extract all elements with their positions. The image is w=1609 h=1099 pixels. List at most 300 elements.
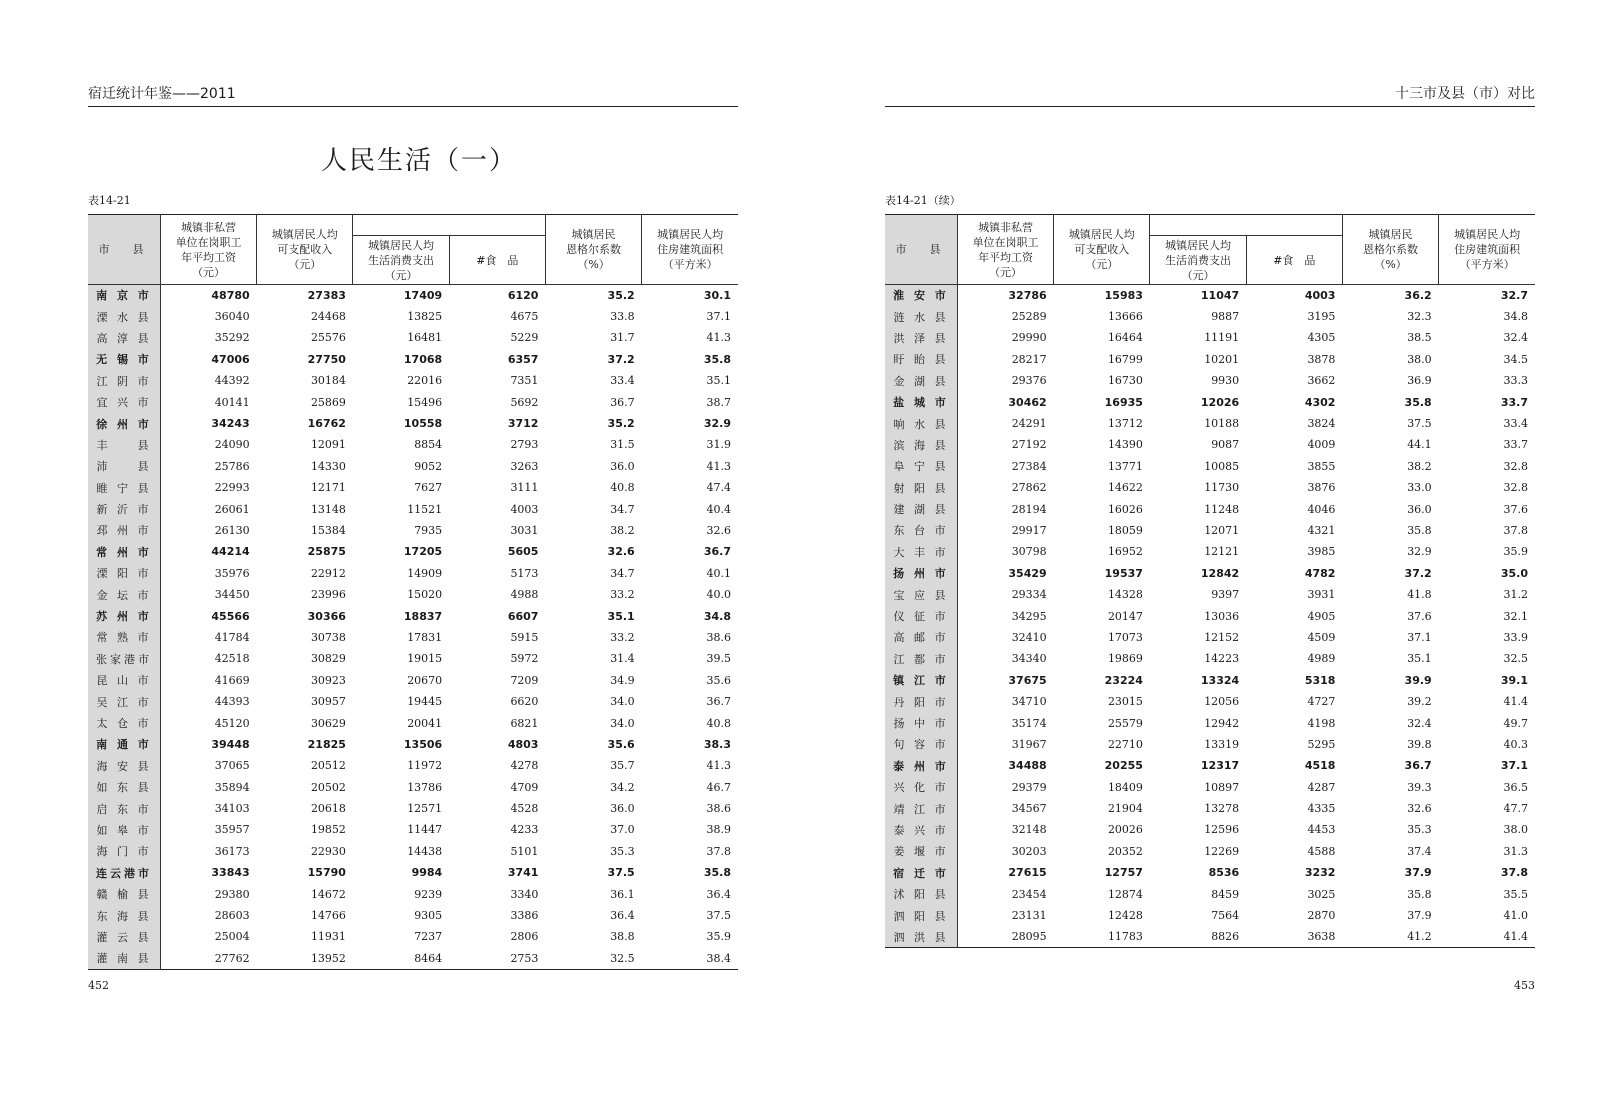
cell-income: 30629 bbox=[310, 716, 346, 730]
cell-consumption: 10897 bbox=[1204, 780, 1240, 794]
table-row bbox=[885, 926, 1535, 947]
column-header-consumption-group bbox=[1150, 215, 1343, 236]
cell-food: 5173 bbox=[510, 566, 539, 580]
region-name: 海 门 市 bbox=[88, 841, 160, 862]
cell-income: 14330 bbox=[310, 459, 346, 473]
page-number-left: 452 bbox=[88, 979, 109, 992]
cell-income: 30957 bbox=[310, 695, 346, 709]
column-header-housing: 城镇居民人均 住房建筑面积 （平方米） bbox=[642, 215, 738, 285]
cell-wage: 30203 bbox=[1011, 844, 1047, 858]
cell-income: 19537 bbox=[1104, 566, 1143, 580]
cell-food: 6620 bbox=[510, 695, 539, 709]
cell-engel: 41.8 bbox=[1407, 588, 1432, 602]
cell-wage: 37065 bbox=[214, 759, 250, 773]
cell-housing: 37.8 bbox=[706, 844, 731, 858]
cell-housing: 35.5 bbox=[1503, 887, 1528, 901]
table-row bbox=[885, 776, 1535, 797]
cell-housing: 36.7 bbox=[706, 695, 731, 709]
cell-consumption: 9305 bbox=[414, 909, 443, 923]
cell-housing: 37.1 bbox=[1500, 759, 1528, 773]
cell-engel: 32.6 bbox=[1407, 802, 1432, 816]
cell-engel: 36.0 bbox=[610, 459, 635, 473]
region-name: 金 坛 市 bbox=[88, 584, 160, 605]
cell-wage: 27384 bbox=[1011, 459, 1047, 473]
cell-food: 3712 bbox=[507, 417, 539, 431]
cell-consumption: 7935 bbox=[414, 523, 443, 537]
cell-wage: 35976 bbox=[214, 566, 250, 580]
cell-housing: 31.2 bbox=[1503, 588, 1528, 602]
cell-wage: 30462 bbox=[1008, 395, 1047, 409]
table-row bbox=[885, 883, 1535, 904]
cell-wage: 28194 bbox=[1011, 502, 1047, 516]
cell-food: 5229 bbox=[510, 331, 539, 345]
cell-consumption: 12942 bbox=[1204, 716, 1240, 730]
cell-food: 6120 bbox=[507, 288, 539, 302]
cell-income: 18409 bbox=[1107, 780, 1143, 794]
table-row bbox=[88, 798, 738, 819]
cell-wage: 42518 bbox=[214, 652, 250, 666]
table-row bbox=[88, 691, 738, 712]
cell-income: 14390 bbox=[1107, 438, 1143, 452]
cell-housing: 34.8 bbox=[703, 609, 731, 623]
cell-engel: 35.3 bbox=[1407, 823, 1432, 837]
cell-income: 17073 bbox=[1107, 630, 1143, 644]
table-row bbox=[885, 755, 1535, 776]
cell-wage: 32148 bbox=[1011, 823, 1047, 837]
cell-income: 25869 bbox=[310, 395, 346, 409]
cell-consumption: 8459 bbox=[1211, 887, 1240, 901]
cell-food: 3025 bbox=[1307, 887, 1336, 901]
cell-wage: 31967 bbox=[1011, 737, 1047, 751]
cell-consumption: 10188 bbox=[1204, 417, 1240, 431]
cell-wage: 44393 bbox=[214, 695, 250, 709]
cell-consumption: 10085 bbox=[1204, 459, 1240, 473]
region-name: 靖 江 市 bbox=[885, 798, 957, 819]
cell-engel: 32.6 bbox=[607, 545, 635, 559]
column-header-engel: 城镇居民 恩格尔系数 （%） bbox=[545, 215, 641, 285]
cell-food: 4709 bbox=[510, 780, 539, 794]
table-row bbox=[88, 841, 738, 862]
region-name: 淮 安 市 bbox=[885, 285, 957, 306]
region-name: 高 淳 县 bbox=[88, 327, 160, 348]
cell-consumption: 9052 bbox=[414, 459, 443, 473]
table-row bbox=[885, 477, 1535, 498]
cell-engel: 38.0 bbox=[1407, 352, 1432, 366]
table-row bbox=[885, 841, 1535, 862]
cell-food: 4988 bbox=[510, 588, 539, 602]
cell-consumption: 11248 bbox=[1204, 502, 1240, 516]
table-row bbox=[885, 691, 1535, 712]
page-title: 人民生活（一） bbox=[320, 146, 517, 176]
cell-wage: 28095 bbox=[1011, 930, 1047, 944]
cell-engel: 39.2 bbox=[1407, 695, 1432, 709]
table-row bbox=[88, 712, 738, 733]
cell-engel: 34.7 bbox=[610, 502, 635, 516]
cell-housing: 46.7 bbox=[706, 780, 731, 794]
cell-income: 16762 bbox=[307, 417, 346, 431]
cell-wage: 24291 bbox=[1011, 417, 1047, 431]
region-name: 东 台 市 bbox=[885, 520, 957, 541]
cell-housing: 35.0 bbox=[1500, 566, 1528, 580]
cell-engel: 32.5 bbox=[610, 951, 635, 965]
cell-engel: 31.5 bbox=[610, 438, 635, 452]
cell-housing: 38.0 bbox=[1503, 823, 1528, 837]
table-row bbox=[885, 391, 1535, 412]
cell-food: 3031 bbox=[510, 523, 539, 537]
region-name: 涟 水 县 bbox=[885, 306, 957, 327]
table-row bbox=[885, 285, 1535, 306]
table-row bbox=[885, 306, 1535, 327]
cell-food: 3111 bbox=[510, 481, 539, 495]
cell-engel: 31.4 bbox=[610, 652, 635, 666]
table-row bbox=[88, 285, 738, 306]
cell-wage: 34488 bbox=[1008, 759, 1047, 773]
table-row bbox=[88, 584, 738, 605]
cell-engel: 35.2 bbox=[607, 417, 635, 431]
cell-engel: 34.7 bbox=[610, 566, 635, 580]
cell-income: 22912 bbox=[310, 566, 346, 580]
cell-engel: 38.2 bbox=[610, 523, 635, 537]
cell-consumption: 13319 bbox=[1204, 737, 1240, 751]
table-row bbox=[88, 391, 738, 412]
cell-consumption: 14909 bbox=[407, 566, 443, 580]
cell-consumption: 12152 bbox=[1204, 630, 1240, 644]
cell-engel: 36.0 bbox=[1407, 502, 1432, 516]
cell-income: 18059 bbox=[1107, 523, 1143, 537]
cell-income: 16464 bbox=[1107, 331, 1143, 345]
cell-income: 25579 bbox=[1107, 716, 1143, 730]
region-name: 赣 榆 县 bbox=[88, 883, 160, 904]
cell-wage: 35429 bbox=[1008, 566, 1047, 580]
table-row bbox=[88, 862, 738, 883]
cell-wage: 29380 bbox=[214, 887, 250, 901]
region-name: 南 通 市 bbox=[88, 734, 160, 755]
cell-engel: 36.7 bbox=[1404, 759, 1432, 773]
cell-food: 3741 bbox=[507, 866, 539, 880]
cell-consumption: 9239 bbox=[414, 887, 443, 901]
table-row bbox=[88, 456, 738, 477]
table-row bbox=[88, 776, 738, 797]
table-row bbox=[885, 434, 1535, 455]
table-row bbox=[88, 434, 738, 455]
column-header-income: 城镇居民人均 可支配收入 （元） bbox=[1054, 215, 1150, 285]
region-name: 灌 南 县 bbox=[88, 948, 160, 969]
left-page bbox=[88, 0, 738, 1099]
cell-food: 4528 bbox=[510, 802, 539, 816]
cell-wage: 27762 bbox=[214, 951, 250, 965]
cell-consumption: 20670 bbox=[407, 673, 443, 687]
cell-income: 16935 bbox=[1104, 395, 1143, 409]
cell-engel: 44.1 bbox=[1407, 438, 1432, 452]
cell-consumption: 12071 bbox=[1204, 523, 1240, 537]
cell-consumption: 15496 bbox=[407, 395, 443, 409]
cell-consumption: 15020 bbox=[407, 588, 443, 602]
cell-engel: 34.9 bbox=[610, 673, 635, 687]
cell-food: 3824 bbox=[1307, 417, 1336, 431]
cell-housing: 35.8 bbox=[703, 866, 731, 880]
cell-food: 2753 bbox=[510, 951, 539, 965]
cell-housing: 37.1 bbox=[706, 310, 731, 324]
region-name: 张家港市 bbox=[88, 648, 160, 669]
region-name: 大 丰 市 bbox=[885, 541, 957, 562]
cell-consumption: 10558 bbox=[403, 417, 443, 431]
cell-wage: 34243 bbox=[211, 417, 250, 431]
cell-income: 14622 bbox=[1107, 481, 1143, 495]
region-name: 如 皋 市 bbox=[88, 819, 160, 840]
cell-income: 21904 bbox=[1107, 802, 1143, 816]
region-name: 兴 化 市 bbox=[885, 776, 957, 797]
cell-consumption: 11191 bbox=[1204, 331, 1240, 345]
cell-consumption: 13324 bbox=[1200, 673, 1240, 687]
region-name: 句 容 市 bbox=[885, 734, 957, 755]
cell-consumption: 13506 bbox=[403, 737, 443, 751]
cell-income: 20512 bbox=[310, 759, 346, 773]
cell-food: 3878 bbox=[1307, 352, 1336, 366]
cell-wage: 25004 bbox=[214, 930, 250, 944]
cell-income: 30923 bbox=[310, 673, 346, 687]
cell-consumption: 9087 bbox=[1211, 438, 1240, 452]
cell-wage: 44392 bbox=[214, 374, 250, 388]
cell-wage: 35292 bbox=[214, 331, 250, 345]
table-row bbox=[885, 605, 1535, 626]
table-row bbox=[88, 670, 738, 691]
cell-engel: 32.4 bbox=[1407, 716, 1432, 730]
table-row bbox=[885, 819, 1535, 840]
cell-consumption: 17068 bbox=[403, 352, 443, 366]
cell-housing: 39.1 bbox=[1500, 673, 1528, 687]
cell-engel: 33.4 bbox=[610, 374, 635, 388]
table-row bbox=[88, 541, 738, 562]
region-name: 启 东 市 bbox=[88, 798, 160, 819]
data-table-right bbox=[885, 214, 1535, 948]
cell-consumption: 11047 bbox=[1200, 288, 1240, 302]
cell-food: 4233 bbox=[510, 823, 539, 837]
cell-income: 12091 bbox=[310, 438, 346, 452]
cell-food: 7209 bbox=[510, 673, 539, 687]
cell-housing: 33.3 bbox=[1503, 374, 1528, 388]
table-row bbox=[88, 755, 738, 776]
cell-engel: 37.1 bbox=[1407, 630, 1432, 644]
cell-wage: 40141 bbox=[214, 395, 250, 409]
cell-food: 4588 bbox=[1307, 844, 1336, 858]
table-row bbox=[88, 734, 738, 755]
cell-wage: 32410 bbox=[1011, 630, 1047, 644]
cell-engel: 37.5 bbox=[1407, 417, 1432, 431]
region-name: 徐 州 市 bbox=[88, 413, 160, 434]
cell-engel: 33.2 bbox=[610, 588, 635, 602]
cell-wage: 39448 bbox=[211, 737, 250, 751]
cell-income: 30366 bbox=[307, 609, 346, 623]
cell-income: 20502 bbox=[310, 780, 346, 794]
cell-food: 5915 bbox=[510, 630, 539, 644]
region-name: 镇 江 市 bbox=[885, 670, 957, 691]
cell-food: 5295 bbox=[1307, 737, 1336, 751]
table-row bbox=[88, 819, 738, 840]
cell-income: 21825 bbox=[307, 737, 346, 751]
cell-housing: 32.5 bbox=[1503, 652, 1528, 666]
cell-consumption: 11447 bbox=[407, 823, 443, 837]
cell-wage: 34103 bbox=[214, 802, 250, 816]
cell-wage: 32786 bbox=[1008, 288, 1047, 302]
region-name: 连云港市 bbox=[88, 862, 160, 883]
column-header-food: #食 品 bbox=[1246, 236, 1342, 285]
region-name: 江 都 市 bbox=[885, 648, 957, 669]
right-page bbox=[885, 0, 1535, 1099]
cell-income: 23015 bbox=[1107, 695, 1143, 709]
cell-food: 6357 bbox=[507, 352, 539, 366]
region-name: 姜 堰 市 bbox=[885, 841, 957, 862]
cell-food: 3876 bbox=[1307, 481, 1336, 495]
section-title: 十三市及县（市）对比 bbox=[1395, 86, 1535, 102]
cell-consumption: 17831 bbox=[407, 630, 443, 644]
cell-engel: 36.2 bbox=[1404, 288, 1432, 302]
cell-food: 6607 bbox=[507, 609, 539, 623]
cell-engel: 39.3 bbox=[1407, 780, 1432, 794]
cell-food: 4335 bbox=[1307, 802, 1336, 816]
region-name: 苏 州 市 bbox=[88, 605, 160, 626]
cell-housing: 47.4 bbox=[706, 481, 731, 495]
cell-income: 20147 bbox=[1107, 609, 1143, 623]
cell-housing: 37.5 bbox=[706, 909, 731, 923]
region-name: 盐 城 市 bbox=[885, 391, 957, 412]
cell-engel: 38.2 bbox=[1407, 459, 1432, 473]
cell-housing: 35.8 bbox=[703, 352, 731, 366]
cell-food: 4046 bbox=[1307, 502, 1336, 516]
table-row bbox=[885, 712, 1535, 733]
cell-engel: 35.6 bbox=[607, 737, 635, 751]
column-header-consumption: 城镇居民人均 生活消费支出 （元） bbox=[1150, 236, 1246, 285]
cell-housing: 40.8 bbox=[706, 716, 731, 730]
cell-housing: 38.7 bbox=[706, 395, 731, 409]
cell-engel: 37.0 bbox=[610, 823, 635, 837]
region-name: 睢 宁 县 bbox=[88, 477, 160, 498]
table-row bbox=[885, 327, 1535, 348]
column-header-food: #食 品 bbox=[449, 236, 545, 285]
cell-income: 15790 bbox=[307, 866, 346, 880]
cell-housing: 33.7 bbox=[1500, 395, 1528, 409]
cell-food: 4509 bbox=[1307, 630, 1336, 644]
column-header-region: 市 县 bbox=[88, 215, 160, 285]
cell-food: 5972 bbox=[510, 652, 539, 666]
cell-wage: 30798 bbox=[1011, 545, 1047, 559]
cell-consumption: 13036 bbox=[1204, 609, 1240, 623]
cell-food: 3662 bbox=[1307, 374, 1336, 388]
region-name: 响 水 县 bbox=[885, 413, 957, 434]
cell-consumption: 22016 bbox=[407, 374, 443, 388]
region-name: 海 安 县 bbox=[88, 755, 160, 776]
region-name: 常 州 市 bbox=[88, 541, 160, 562]
cell-wage: 26061 bbox=[214, 502, 250, 516]
cell-housing: 47.7 bbox=[1503, 802, 1528, 816]
table-label-continued: 表14-21（续） bbox=[885, 194, 961, 207]
cell-engel: 40.8 bbox=[610, 481, 635, 495]
cell-housing: 31.3 bbox=[1503, 844, 1528, 858]
cell-housing: 36.7 bbox=[703, 545, 731, 559]
cell-engel: 32.3 bbox=[1407, 310, 1432, 324]
table-row bbox=[88, 349, 738, 370]
cell-consumption: 20041 bbox=[407, 716, 443, 730]
cell-food: 4803 bbox=[507, 737, 539, 751]
table-row bbox=[88, 498, 738, 519]
table-row bbox=[885, 413, 1535, 434]
cell-wage: 24090 bbox=[214, 438, 250, 452]
cell-income: 13666 bbox=[1107, 310, 1143, 324]
cell-wage: 36173 bbox=[214, 844, 250, 858]
table-row bbox=[885, 798, 1535, 819]
cell-wage: 27615 bbox=[1008, 866, 1047, 880]
cell-income: 12171 bbox=[310, 481, 346, 495]
cell-food: 4675 bbox=[510, 310, 539, 324]
cell-income: 12757 bbox=[1104, 866, 1143, 880]
cell-housing: 33.4 bbox=[1503, 417, 1528, 431]
cell-income: 13952 bbox=[310, 951, 346, 965]
cell-wage: 34710 bbox=[1011, 695, 1047, 709]
region-name: 邳 州 市 bbox=[88, 520, 160, 541]
table-row bbox=[885, 370, 1535, 391]
cell-consumption: 13278 bbox=[1204, 802, 1240, 816]
cell-engel: 37.5 bbox=[607, 866, 635, 880]
cell-food: 4003 bbox=[510, 502, 539, 516]
table-row bbox=[88, 306, 738, 327]
cell-income: 13148 bbox=[310, 502, 346, 516]
cell-housing: 40.0 bbox=[706, 588, 731, 602]
cell-wage: 27862 bbox=[1011, 481, 1047, 495]
region-name: 昆 山 市 bbox=[88, 670, 160, 691]
cell-income: 24468 bbox=[310, 310, 346, 324]
cell-wage: 45120 bbox=[214, 716, 250, 730]
cell-food: 6821 bbox=[510, 716, 539, 730]
region-name: 宜 兴 市 bbox=[88, 391, 160, 412]
cell-food: 2806 bbox=[510, 930, 539, 944]
cell-consumption: 12571 bbox=[407, 802, 443, 816]
cell-income: 19869 bbox=[1107, 652, 1143, 666]
cell-engel: 35.1 bbox=[607, 609, 635, 623]
cell-engel: 35.8 bbox=[1407, 887, 1432, 901]
cell-engel: 35.1 bbox=[1407, 652, 1432, 666]
cell-engel: 35.8 bbox=[1407, 523, 1432, 537]
cell-wage: 37675 bbox=[1008, 673, 1047, 687]
cell-income: 30829 bbox=[310, 652, 346, 666]
region-name: 沭 阳 县 bbox=[885, 883, 957, 904]
cell-housing: 35.1 bbox=[706, 374, 731, 388]
cell-consumption: 18837 bbox=[403, 609, 443, 623]
cell-housing: 31.9 bbox=[706, 438, 731, 452]
cell-food: 4518 bbox=[1304, 759, 1336, 773]
cell-housing: 41.3 bbox=[706, 331, 731, 345]
region-name: 盱 眙 县 bbox=[885, 349, 957, 370]
cell-engel: 34.2 bbox=[610, 780, 635, 794]
cell-engel: 32.9 bbox=[1407, 545, 1432, 559]
cell-food: 7351 bbox=[510, 374, 539, 388]
cell-consumption: 11972 bbox=[407, 759, 443, 773]
cell-food: 3232 bbox=[1304, 866, 1336, 880]
region-name: 金 湖 县 bbox=[885, 370, 957, 391]
cell-wage: 23454 bbox=[1011, 887, 1047, 901]
cell-income: 22930 bbox=[310, 844, 346, 858]
cell-wage: 36040 bbox=[214, 310, 250, 324]
region-name: 扬 州 市 bbox=[885, 563, 957, 584]
cell-engel: 36.7 bbox=[610, 395, 635, 409]
cell-income: 14328 bbox=[1107, 588, 1143, 602]
cell-wage: 45566 bbox=[211, 609, 250, 623]
cell-consumption: 10201 bbox=[1204, 352, 1240, 366]
cell-income: 16026 bbox=[1107, 502, 1143, 516]
cell-income: 13712 bbox=[1107, 417, 1143, 431]
region-name: 常 熟 市 bbox=[88, 627, 160, 648]
region-name: 无 锡 市 bbox=[88, 349, 160, 370]
region-name: 南 京 市 bbox=[88, 285, 160, 306]
cell-engel: 31.7 bbox=[610, 331, 635, 345]
